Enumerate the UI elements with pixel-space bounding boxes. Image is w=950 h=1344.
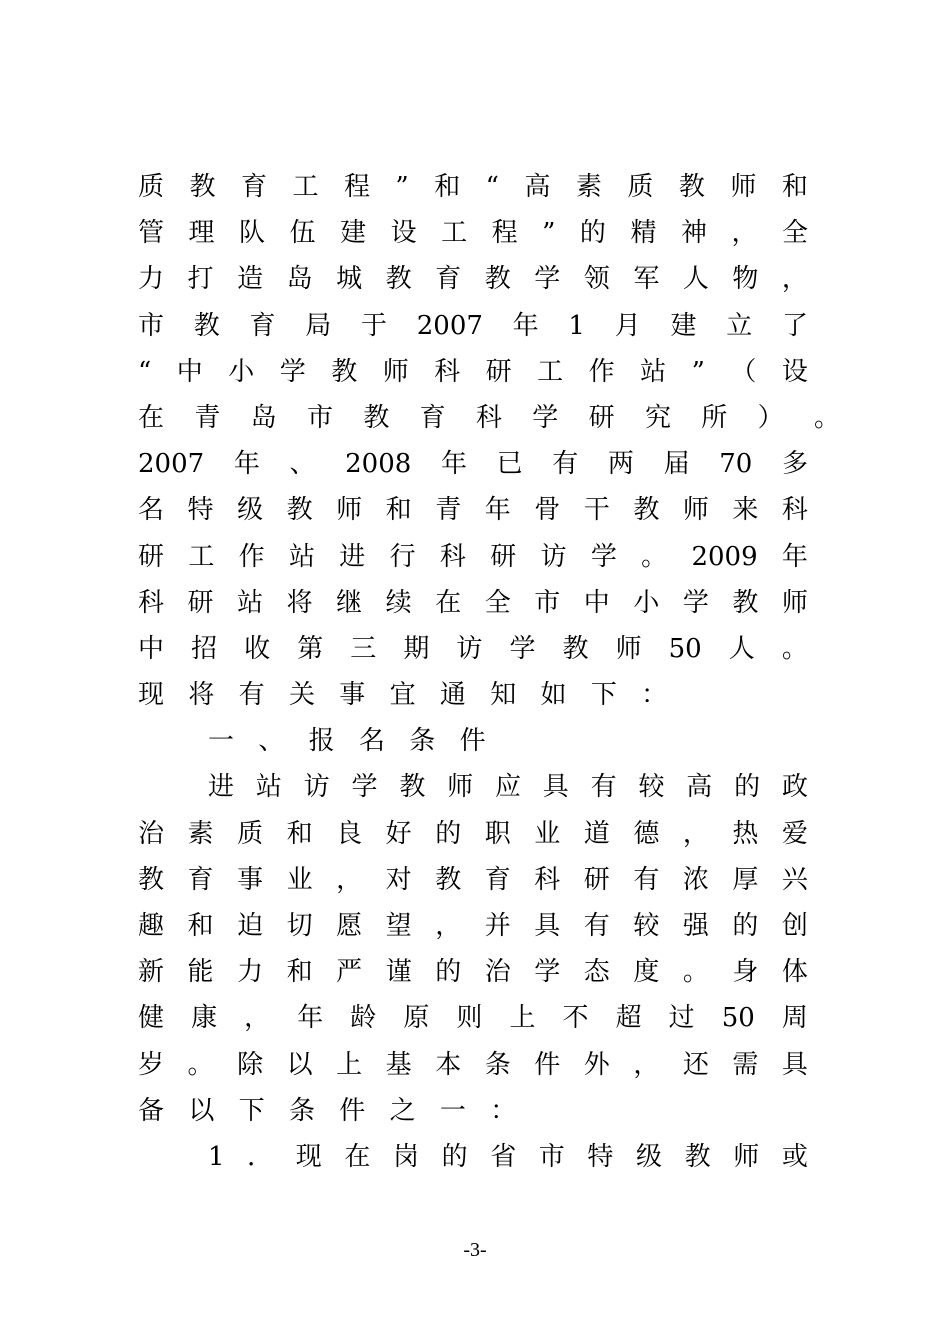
text-line: “ 中 小 学 教 师 科 研 工 作 站 ” （ 设 <box>138 356 808 387</box>
text-line: 研 工 作 站 进 行 科 研 访 学 。 2009 年 <box>138 541 808 572</box>
text-line: 在 青 岛 市 教 育 科 学 研 究 所 ） 。 <box>138 402 840 433</box>
text-line: 市 教 育 局 于 2007 年 1 月 建 立 了 <box>138 310 808 341</box>
text-line: 备 以 下 条 件 之 一 ： <box>138 1095 517 1126</box>
section-heading: 一 、 报 名 条 件 <box>208 726 486 757</box>
text-line: 科 研 站 将 继 续 在 全 市 中 小 学 教 师 <box>138 587 808 618</box>
text-line: 力 打 造 岛 城 教 育 教 学 领 军 人 物 ， <box>138 264 808 295</box>
text-line: 教 育 事 业 ， 对 教 育 科 研 有 浓 厚 兴 <box>138 864 808 895</box>
text-line: 进 站 访 学 教 师 应 具 有 较 高 的 政 <box>208 772 808 803</box>
body-text <box>138 164 840 1180</box>
text-line: 趣 和 迫 切 愿 望 ， 并 具 有 较 强 的 创 <box>138 911 808 941</box>
text-line: 名 特 级 教 师 和 青 年 骨 干 教 师 来 科 <box>138 495 808 526</box>
text-line: 1 ． 现 在 岗 的 省 市 特 级 教 师 或 <box>208 1141 808 1172</box>
page-number: -3- <box>463 1239 487 1261</box>
text-line: 健 康 ， 年 龄 原 则 上 不 超 过 50 周 <box>138 1003 808 1034</box>
text-line: 新 能 力 和 严 谨 的 治 学 态 度 。 身 体 <box>138 957 808 988</box>
text-line: 岁 。 除 以 上 基 本 条 件 外 ， 还 需 具 <box>138 1049 808 1080</box>
text-line: 治 素 质 和 良 好 的 职 业 道 德 ， 热 爱 <box>138 818 808 849</box>
text-line: 2007 年 、 2008 年 已 有 两 届 70 多 <box>138 449 808 480</box>
text-line: 现 将 有 关 事 宜 通 知 如 下 ： <box>138 680 668 711</box>
text-line: 质 教 育 工 程 ” 和 “ 高 素 质 教 师 和 <box>138 172 808 202</box>
text-line: 管 理 队 伍 建 设 工 程 ” 的 精 神 ， 全 <box>138 218 808 249</box>
text-line: 中 招 收 第 三 期 访 学 教 师 50 人 。 <box>138 633 808 664</box>
